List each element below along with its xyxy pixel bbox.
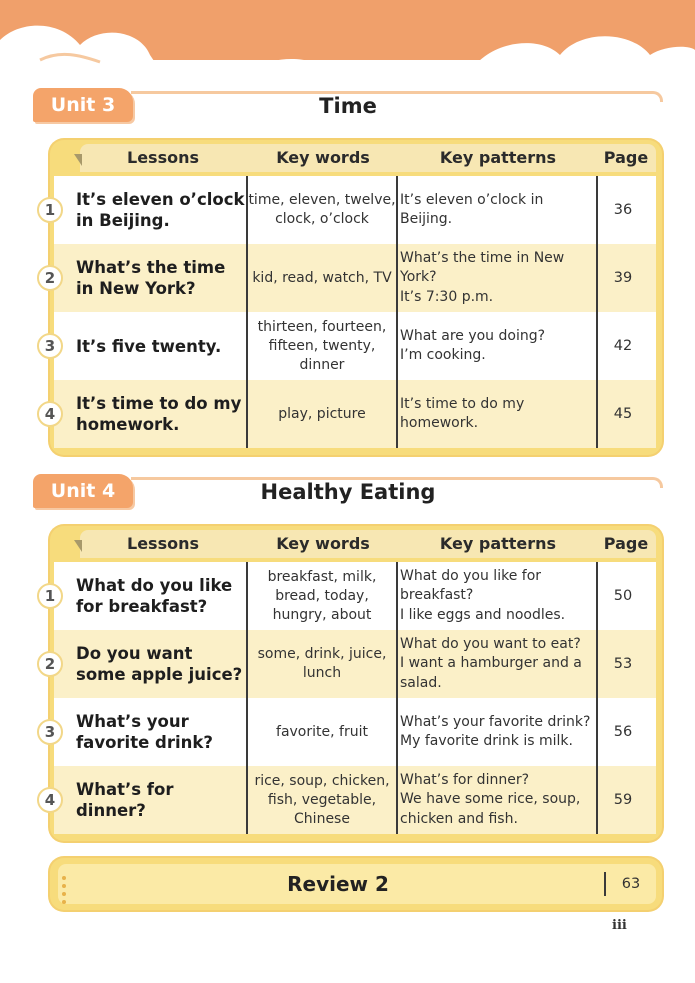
lesson-row[interactable] [44, 312, 662, 380]
lesson-title: What’s your favorite drink? [76, 712, 213, 752]
lesson-page: 56 [613, 724, 633, 740]
lesson-number: 2 [37, 265, 63, 291]
key-patterns: It’s eleven o’clock in Beijing. [400, 191, 544, 227]
lesson-page: 53 [613, 656, 633, 672]
key-words: breakfast, milk, bread, today, hungry, about [267, 568, 377, 623]
key-patterns: It’s time to do my homework. [400, 395, 525, 431]
header-key-words: Key words [276, 148, 370, 167]
unit-3-table [44, 140, 662, 455]
unit-4-table [44, 526, 662, 841]
lesson-title: It’s time to do my homework. [76, 394, 242, 434]
key-words: play, picture [278, 405, 366, 422]
lesson-number: 1 [37, 583, 63, 609]
unit-4-tab: Unit 4 [33, 474, 133, 508]
table-header [80, 144, 656, 172]
lesson-row[interactable] [44, 562, 662, 630]
lesson-row[interactable] [44, 380, 662, 448]
lesson-page: 42 [613, 338, 633, 354]
key-words: kid, read, watch, TV [252, 269, 392, 286]
lesson-title: What do you like for breakfast? [76, 576, 233, 616]
lesson-row[interactable] [44, 766, 662, 834]
unit-3-tab: Unit 3 [33, 88, 133, 122]
unit-3-header [33, 88, 663, 128]
lesson-row[interactable] [44, 176, 662, 244]
lesson-title: It’s five twenty. [76, 336, 222, 356]
header-lessons: Lessons [127, 148, 199, 167]
lesson-title: What’s the time in New York? [76, 258, 226, 298]
lesson-page: 45 [613, 406, 633, 422]
header-page: Page [603, 148, 649, 167]
key-words: time, eleven, twelve, clock, o’clock [248, 192, 396, 227]
lesson-number: 2 [37, 651, 63, 677]
review-page: 63 [621, 876, 641, 892]
key-words: thirteen, fourteen, fifteen, twenty, dinner [257, 318, 387, 373]
unit-3-title: Time [319, 94, 377, 118]
lesson-title: What’s for dinner? [76, 780, 174, 820]
lesson-number: 4 [37, 401, 63, 427]
lesson-title: It’s eleven o’clock in Beijing. [76, 190, 245, 230]
key-patterns: What do you like for breakfast? I like eggs and noodles. [400, 567, 566, 623]
key-patterns: What’s the time in New York? It’s 7:30 p.m. [400, 249, 565, 305]
lesson-row[interactable] [44, 698, 662, 766]
key-words: rice, soup, chicken, fish, vegetable, Chinese [254, 772, 390, 827]
page-number: iii [612, 918, 627, 933]
review-row[interactable] [50, 858, 662, 910]
unit-4-title: Healthy Eating [260, 480, 436, 504]
key-words: some, drink, juice, lunch [257, 646, 387, 681]
key-patterns: What are you doing? I’m cooking. [400, 327, 546, 363]
key-words: favorite, fruit [276, 723, 368, 740]
unit-4-header [33, 474, 663, 514]
lesson-title: Do you want some apple juice? [76, 644, 243, 684]
header-key-patterns: Key patterns [439, 148, 557, 167]
header-key-patterns: Key patterns [439, 534, 557, 553]
lesson-page: 59 [613, 792, 633, 808]
top-cloud-decoration [0, 0, 695, 95]
review-title: Review 2 [287, 872, 389, 896]
lesson-page: 50 [613, 588, 633, 604]
lesson-row[interactable] [44, 244, 662, 312]
lesson-number: 1 [37, 197, 63, 223]
header-key-words: Key words [276, 534, 370, 553]
key-patterns: What’s your favorite drink? My favorite drink is milk. [400, 713, 591, 749]
key-patterns: What’s for dinner? We have some rice, soup, chicken and fish. [400, 771, 581, 827]
header-page: Page [603, 534, 649, 553]
lesson-number: 3 [37, 719, 63, 745]
header-lessons: Lessons [127, 534, 199, 553]
lesson-row[interactable] [44, 630, 662, 698]
lesson-page: 36 [613, 202, 633, 218]
key-patterns: What do you want to eat? I want a hamburger and a salad. [400, 635, 582, 691]
lesson-number: 4 [37, 787, 63, 813]
lesson-number: 3 [37, 333, 63, 359]
table-header [80, 530, 656, 558]
lesson-page: 39 [613, 270, 633, 286]
